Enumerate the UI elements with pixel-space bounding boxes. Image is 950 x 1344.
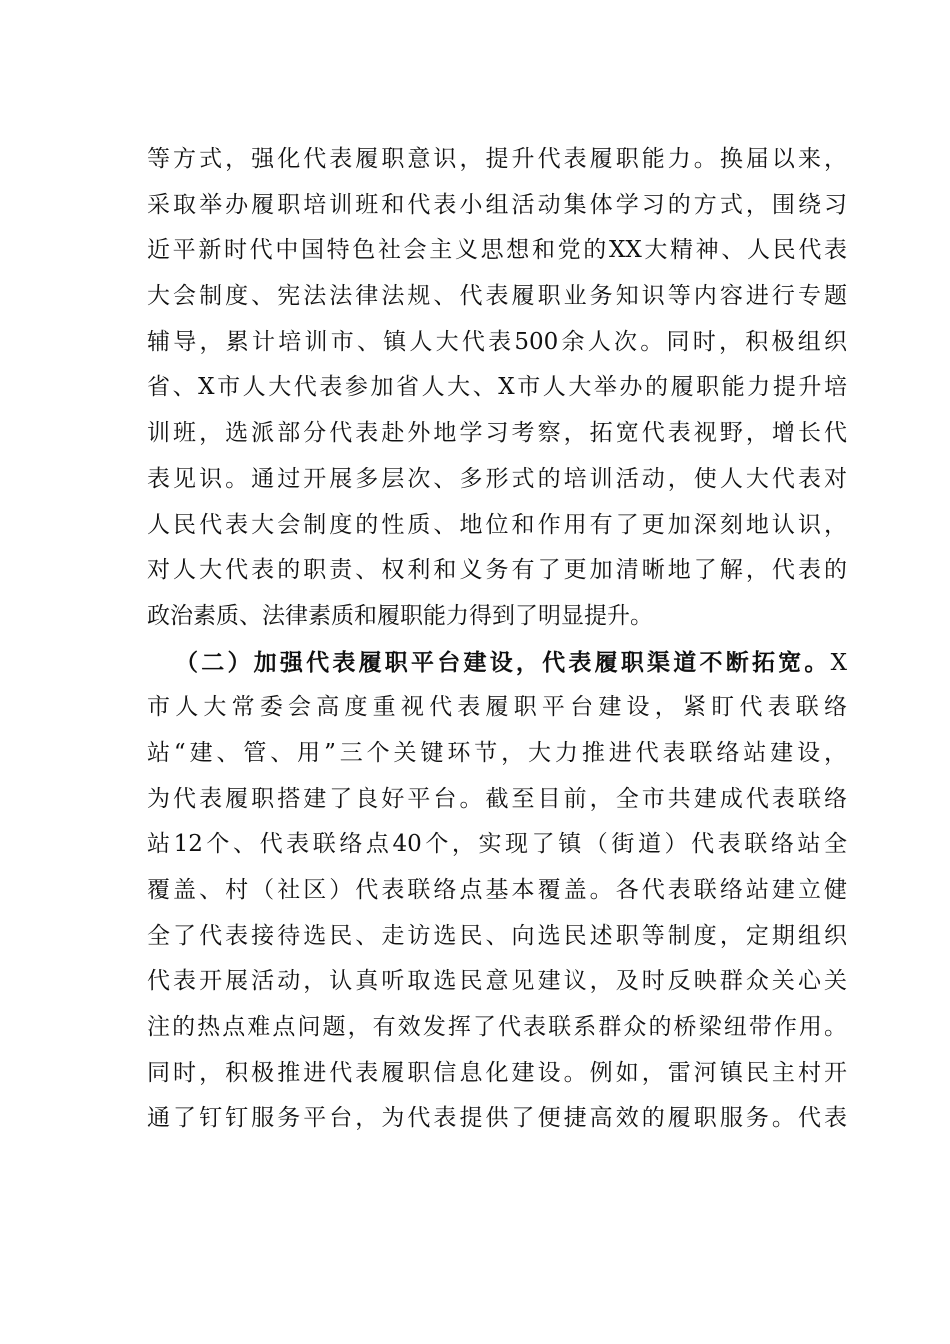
- paragraph-line: 覆盖、村（社区）代表联络点基本覆盖。各代表联络站建立健: [147, 877, 847, 903]
- paragraph-2: [147, 640, 847, 1143]
- paragraph-line: 全了代表接待选民、走访选民、向选民述职等制度，定期组织: [147, 922, 847, 949]
- heading-line-continuation: X: [830, 649, 847, 676]
- paragraph-line: 近平新时代中国特色社会主义思想和党的XX大精神、人民代表: [147, 237, 847, 264]
- paragraph-line: 市人大常委会高度重视代表履职平台建设，紧盯代表联络: [147, 694, 847, 721]
- paragraph-line: 对人大代表的职责、权利和义务有了更加清晰地了解，代表的: [147, 557, 847, 584]
- paragraph-line: 站12个、代表联络点40个，实现了镇（街道）代表联络站全: [147, 831, 847, 858]
- section-heading-line: [147, 640, 847, 686]
- paragraph-line: 政治素质、法律素质和履职能力得到了明显提升。: [147, 602, 653, 629]
- paragraph-line: 等方式，强化代表履职意识，提升代表履职能力。换届以来，: [147, 146, 847, 172]
- section-heading: （二）加强代表履职平台建设，代表履职渠道不断拓宽。: [175, 648, 831, 676]
- paragraph-line: 辅导，累计培训市、镇人大代表500余人次。同时，积极组织: [147, 328, 847, 355]
- body-text: [147, 137, 847, 1142]
- paragraph-line: 代表开展活动，认真听取选民意见建议，及时反映群众关心关: [147, 968, 847, 995]
- paragraph-line: 表见识。通过开展多层次、多形式的培训活动，使人大代表对: [147, 465, 847, 492]
- paragraph-line: 训班，选派部分代表赴外地学习考察，拓宽代表视野，增长代: [147, 420, 847, 447]
- paragraph-line: 为代表履职搭建了良好平台。截至目前，全市共建成代表联络: [147, 785, 847, 812]
- paragraph-line: 注的热点难点问题，有效发挥了代表联系群众的桥梁纽带作用。: [147, 1014, 847, 1041]
- paragraph-line: 大会制度、宪法法律法规、代表履职业务知识等内容进行专题: [147, 283, 847, 310]
- paragraph-line: 通了钉钉服务平台，为代表提供了便捷高效的履职服务。代表: [147, 1105, 847, 1132]
- paragraph-line: 同时，积极推进代表履职信息化建设。例如，雷河镇民主村开: [147, 1059, 847, 1086]
- paragraph-line: 站“建、管、用”三个关键环节，大力推进代表联络站建设，: [147, 739, 847, 766]
- paragraph-line: 省、X市人大代表参加省人大、X市人大举办的履职能力提升培: [147, 374, 847, 401]
- paragraph-line: 人民代表大会制度的性质、地位和作用有了更加深刻地认识，: [147, 511, 847, 538]
- paragraph-1: [147, 137, 847, 640]
- paragraph-line: 采取举办履职培训班和代表小组活动集体学习的方式，围绕习: [147, 191, 847, 218]
